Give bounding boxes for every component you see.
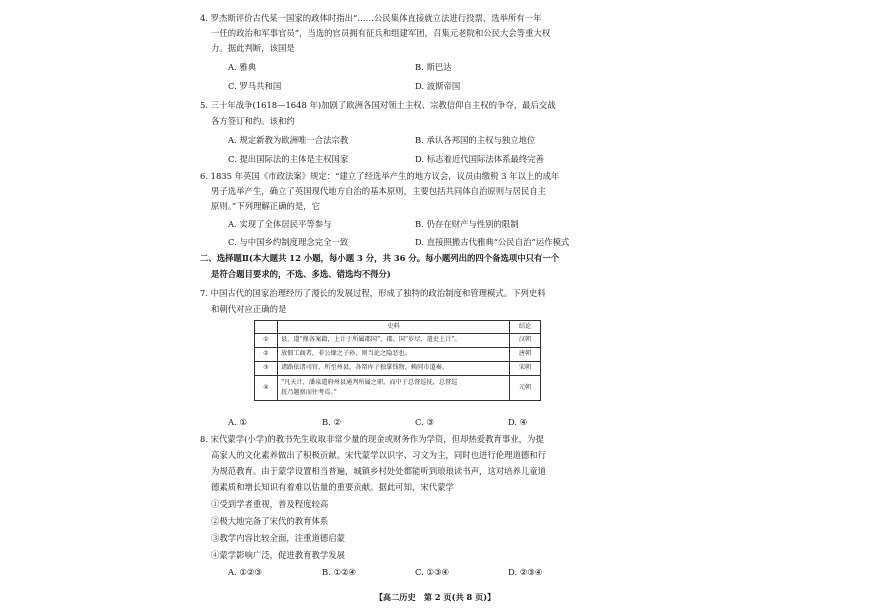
row-conclusion: 唐朝 [510,348,541,362]
q4-line-3: 力。据此判断，该国是 [211,43,295,53]
row-source-text: 诸路依诸司官，所至州县，各帑库子独掌钱物，赖同市道奏。 [278,362,510,376]
row-number: ④ [255,376,278,401]
q4-option-a[interactable]: A. 雅典 [228,62,257,72]
q6-option-a[interactable]: A. 实现了全体居民平等参与 [228,219,332,229]
q8-item-2: ②极大地完备了宋代的教育体系 [211,516,329,526]
q8-item-1: ①受到学者重视，普及程度较高 [211,499,329,509]
q5-option-d[interactable]: D. 标志着近代国际法体系最终完善 [415,154,544,164]
row-source-text-line-2: 抚乃题察而往考焉。” [281,388,337,396]
q7-option-a[interactable]: A. ① [228,417,247,427]
row-source-text [278,376,510,401]
section-2-heading-line-2: 是符合题目要求的，不选、多选、错选均不得分) [211,269,391,279]
q8-line-3: 为规范教育。由于蒙学设置相当普遍，城镇乡村处处都能听到琅琅读书声，这对培养儿童道 [211,466,546,476]
q6-option-d[interactable]: D. 直接照搬古代雅典“公民自治”运作模式 [415,237,570,247]
q6-option-b[interactable]: B. 仍存在财产与性别的限制 [415,219,519,229]
q8-line-1: 8. 宋代蒙学(小学)的教书先生收取非常少量的现金或财务作为学资，但却热爱教育事业，为提 [200,434,544,444]
q8-option-d[interactable]: D. ②③④ [508,567,543,577]
q8-option-a[interactable]: A. ①②③ [228,567,262,577]
table-header-row [255,321,541,334]
row-conclusion: 元朝 [510,376,541,401]
q7-source-table [254,320,541,401]
q6-line-2: 男子选举产生，确立了英国现代地方自治的基本原则，主要包括共同体自治原则与居民自主 [211,186,546,196]
q7-line-1: 7. 中国古代的国家治理经历了漫长的发展过程，形成了独特的政治制度和管理模式。下列史料 [200,288,546,298]
q6-option-c[interactable]: C. 与中国乡约制度理念完全一致 [228,237,349,247]
row-conclusion: 汉朝 [510,334,541,348]
table-row [255,362,541,376]
q5-line-1: 5. 三十年战争(1618—1648 年)加剧了欧洲各国对领土主权、宗教信仰自主权的争夺，最后交战 [200,100,556,110]
table-row [255,334,541,348]
q7-option-d[interactable]: D. ④ [508,417,528,427]
table-row [255,348,541,362]
q5-line-2: 各方签订和约。该和约 [211,116,295,126]
q5-option-b[interactable]: B. 承认各邦国的主权与独立地位 [415,135,536,145]
q8-option-c[interactable]: C. ①③④ [415,567,449,577]
q7-option-c[interactable]: C. ③ [415,417,434,427]
section-2-heading: 二、选择题Ⅱ(本大题共 12 小题，每小题 3 分，共 36 分。每小题列出的四个备选项中只有一个 [200,253,560,263]
q7-option-b[interactable]: B. ② [322,417,341,427]
row-conclusion: 宋朝 [510,362,541,376]
q8-item-4: ④蒙学影响广泛，促进教育教学发展 [211,550,345,560]
row-source-text: 县，道“掾各案籍，上计于所属郡国”，郡、国“岁尽，遣吏上计”。 [278,334,510,348]
q5-option-a[interactable]: A. 规定新教为欧洲唯一合法宗教 [228,135,349,145]
page-footer: 【高二历史 第 2 页(共 8 页)】 [374,592,496,602]
q8-item-3: ③教学内容比较全面，注重道德启蒙 [211,533,345,543]
q4-option-c[interactable]: C. 罗马共和国 [228,81,282,91]
q7-line-2: 和朝代对应正确的是 [211,304,287,314]
q8-option-b[interactable]: B. ①②④ [322,567,357,577]
q6-line-3: 原则。”下列理解正确的是，它 [211,201,320,211]
table-row [255,376,541,401]
table-header-conclusion: 结论 [510,321,541,334]
row-number: ③ [255,362,278,376]
q4-line-2: 一任的政治和军事官员”，当选的官员拥有征兵和组建军团，召集元老院和公民大会等重大权 [211,28,551,38]
q6-line-1: 6. 1835 年英国《市政法案》规定：“建立了经选举产生的地方议会，议员由缴税 3 年以上的成年 [200,171,560,181]
row-number: ① [255,334,278,348]
q8-line-4: 德素质和增长知识有着难以估量的重要贡献。据此可知，宋代蒙学 [211,482,454,492]
table-header-source: 史料 [278,321,510,334]
q4-line-1: 4. 罗杰斯评价古代某一国家的政体时指出“……公民集体直接就立法进行投票，选举所有一年 [200,13,542,23]
row-source-text: 放佃工商者，非公缘之子孙，则当论之隐恶也。 [278,348,510,362]
q4-option-d[interactable]: D. 波斯帝国 [415,81,461,91]
table-header-number [255,321,278,334]
q4-option-b[interactable]: B. 斯巴达 [415,62,452,72]
row-number: ② [255,348,278,362]
q5-option-c[interactable]: C. 提出国际法的主体是主权国家 [228,154,349,164]
q8-line-2: 高家人的文化素养做出了积极贡献。宋代蒙学以识字、习文为主，同时也进行伦理道德和行 [211,450,546,460]
row-source-text-line-1: “凡天计，潘泉道府州县通判所属之职，而中于总督巡抚，总督巡 [281,379,458,387]
